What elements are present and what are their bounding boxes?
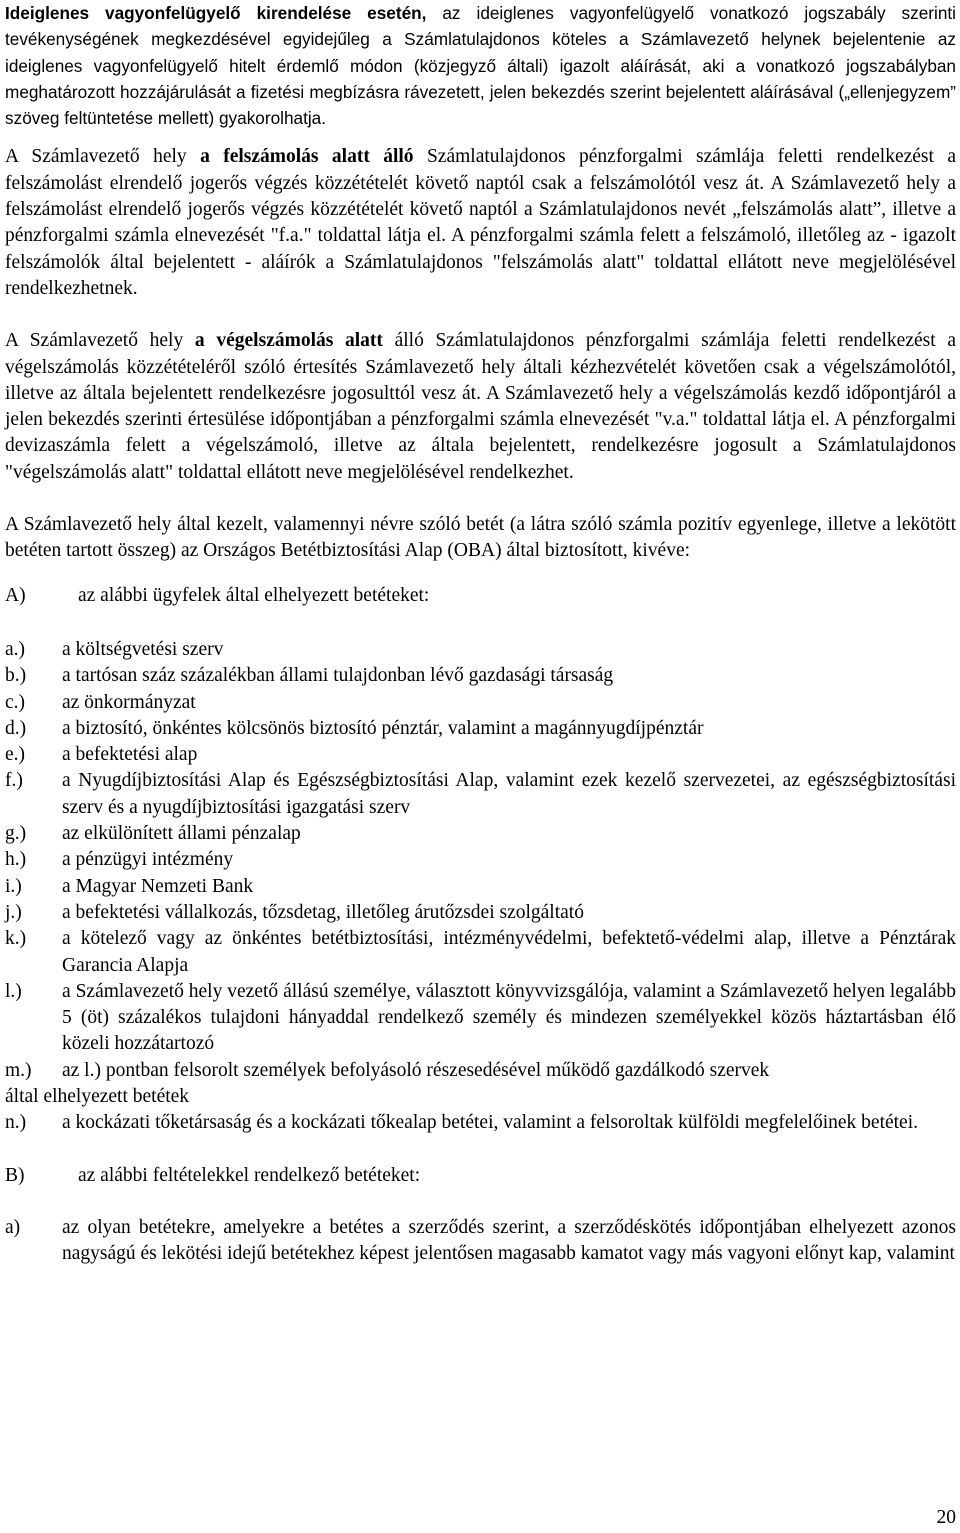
list-item-label: f.) bbox=[5, 770, 23, 792]
document-page bbox=[5, 0, 956, 1267]
list-item-label: h.) bbox=[5, 849, 27, 871]
list-item-text: a befektetési alap bbox=[62, 744, 198, 766]
paragraph-bold: a felszámolás alatt álló bbox=[200, 146, 414, 168]
list-a-label: A) bbox=[5, 584, 26, 606]
list-item-m-continuation: által elhelyezett betétek bbox=[5, 1085, 190, 1107]
list-item-text: az l.) pontban felsorolt személyek befolyásoló részesedésével működő gazdálkodó szervek bbox=[62, 1059, 770, 1081]
list-a-title: az alábbi ügyfelek által elhelyezett betéteket: bbox=[78, 584, 430, 606]
list-item bbox=[5, 821, 956, 847]
list-b-title: az alábbi feltételekkel rendelkező betéteket: bbox=[78, 1164, 421, 1186]
list-item bbox=[5, 874, 956, 900]
list-item bbox=[5, 1110, 956, 1136]
list-item-text: az olyan betétekre, amelyekre a betétes a szerződés szerint, a szerződéskötés időpontjában elhelyezett azonos nagyságú és lekötési idejű betétekhez képest jelentősen magasabb kamatot vagy más vagyoni előnyt kap, valamint bbox=[62, 1216, 956, 1265]
list-b-items bbox=[5, 1215, 956, 1268]
paragraph-text-post: álló Számlatulajdonos pénzforgalmi számlája feletti rendelkezést a végelszámolás közzétételéről szóló értesítés Számlavezető hely általi kézhezvételét követően csak a végelszámolótól, illetve az általa bejelentett rendelkezésre jogosulttól vesz át. A Számlavezető hely a végelszámolás kezdő időpontjáról a jelen bekezdés szerinti értesülése időpontjában a pénzforgalmi számla elnevezését "v.a." toldattal látja el. A pénzforgalmi devizaszámla felett a végelszámoló, illetve az általa bejelentett, rendelkezésre jogosult a Számlatulajdonos "végelszámolás alatt" toldattal ellátott neve megjelölésével rendelkezhet. bbox=[5, 330, 956, 483]
page-number: 20 bbox=[936, 1507, 956, 1528]
list-item bbox=[5, 900, 956, 926]
paragraph-lead-bold: Ideiglenes vagyonfelügyelő kirendelése esetén, bbox=[5, 3, 427, 23]
paragraph-bold: a végelszámolás alatt bbox=[194, 330, 383, 352]
list-item bbox=[5, 1058, 956, 1084]
list-a-heading bbox=[5, 583, 956, 609]
list-item-text: a Magyar Nemzeti Bank bbox=[62, 875, 254, 897]
list-item-label: e.) bbox=[5, 744, 26, 766]
paragraph-text-pre: A Számlavezető hely bbox=[5, 146, 201, 168]
list-item-label: g.) bbox=[5, 823, 27, 845]
list-item bbox=[5, 926, 956, 979]
paragraph-text-pre: A Számlavezető hely bbox=[5, 330, 195, 352]
list-item bbox=[5, 637, 956, 663]
paragraph-temporary-asset-supervisor bbox=[5, 0, 956, 131]
list-item-label: c.) bbox=[5, 691, 26, 713]
list-item-label: i.) bbox=[5, 875, 22, 897]
list-a-items bbox=[5, 637, 956, 1084]
paragraph-text-post: Számlatulajdonos pénzforgalmi számlája feletti rendelkezést a felszámolást elrendelő jogerős végzés közzétételét követő naptól csak a felszámolótól vesz át. A Számlavezető hely a felszámolást elrendelő jogerős végzés közzétételét követő naptól a Számlatulajdonos nevét „felszámolás alatt”, illetve a pénzforgalmi számla elnevezését "f.a." toldattal látja el. A pénzforgalmi számla felett a felszámoló, illetőleg az - igazolt felszámolók által bejelentett - aláírók a Számlatulajdonos "felszámolás alatt" toldattal ellátott neve megjelölésével rendelkezhetnek. bbox=[5, 146, 956, 299]
list-item-label: b.) bbox=[5, 665, 27, 687]
list-item-text: a pénzügyi intézmény bbox=[62, 849, 234, 871]
list-item-text: az önkormányzat bbox=[62, 691, 196, 713]
list-b-heading bbox=[5, 1163, 956, 1189]
list-item-label: d.) bbox=[5, 717, 27, 739]
list-item bbox=[5, 742, 956, 768]
list-b-label: B) bbox=[5, 1164, 25, 1186]
list-item bbox=[5, 847, 956, 873]
list-item-label: j.) bbox=[5, 901, 22, 923]
list-item-text: a tartósan száz százalékban állami tulajdonban lévő gazdasági társaság bbox=[62, 665, 614, 687]
list-item bbox=[5, 690, 956, 716]
list-item-text: a biztosító, önkéntes kölcsönös biztosító pénztár, valamint a magánnyugdíjpénztár bbox=[62, 717, 704, 739]
list-item-label: a.) bbox=[5, 638, 26, 660]
list-item-text: a költségvetési szerv bbox=[62, 638, 224, 660]
list-item bbox=[5, 979, 956, 1058]
list-item-text: a Nyugdíjbiztosítási Alap és Egészségbiztosítási Alap, valamint ezek kezelő szervezetei, az egészségbiztosítási szerv és a nyugdíjbiztosítási igazgatási szerv bbox=[62, 770, 956, 818]
paragraph-voluntary-liquidation bbox=[5, 328, 956, 486]
list-item bbox=[5, 663, 956, 689]
list-item bbox=[5, 768, 956, 821]
paragraph-text: az ideiglenes vagyonfelügyelő vonatkozó jogszabály szerinti tevékenységének megkezdésével egyidejűleg a Számlatulajdonos köteles a Számlavezető helynek bejelentenie az ideiglenes vagyonfelügyelő hitelt érdemlő módon (közjegyző általi) igazolt aláírását, aki a vonatkozó jogszabályban meghatározott hozzájárulását a fizetési megbízásra rávezetett, jelen bekezdés szerint bejelentett aláírásával („ellenjegyzem” szöveg feltüntetése mellett) gyakorolhatja. bbox=[5, 3, 956, 129]
list-item-label: l.) bbox=[5, 980, 22, 1002]
list-item-label: a) bbox=[5, 1216, 21, 1238]
list-item bbox=[5, 1215, 956, 1268]
paragraph-deposit-insurance: A Számlavezető hely által kezelt, valamennyi névre szóló betét (a látra szóló számla pozitív egyenlege, illetve a lekötött betéten tartott összeg) az Országos Betétbiztosítási Alap (OBA) által biztosított, kivéve: bbox=[5, 514, 956, 562]
list-item-text: a kockázati tőketársaság és a kockázati tőkealap betétei, valamint a felsoroltak külföldi megfelelőinek betétei. bbox=[62, 1112, 919, 1134]
list-item-text: a Számlavezető hely vezető állású személye, választott könyvvizsgálója, valamint a Számlavezető helyen legalább 5 (öt) százalékos tulajdoni hányaddal rendelkező személy és mindezen személyekkel közös háztartásban élő közeli hozzátartozó bbox=[62, 980, 956, 1055]
list-item-label: k.) bbox=[5, 928, 27, 950]
list-item-text: az elkülönített állami pénzalap bbox=[62, 823, 301, 845]
list-item-label: n.) bbox=[5, 1112, 27, 1134]
paragraph-liquidation bbox=[5, 144, 956, 302]
list-item-text: a befektetési vállalkozás, tőzsdetag, illetőleg árutőzsdei szolgáltató bbox=[62, 901, 584, 923]
list-item-label: m.) bbox=[5, 1059, 32, 1081]
list-item-text: a kötelező vagy az önkéntes betétbiztosítási, intézményvédelmi, befektető-védelmi alap, illetve a Pénztárak Garancia Alapja bbox=[62, 928, 956, 976]
list-item bbox=[5, 716, 956, 742]
